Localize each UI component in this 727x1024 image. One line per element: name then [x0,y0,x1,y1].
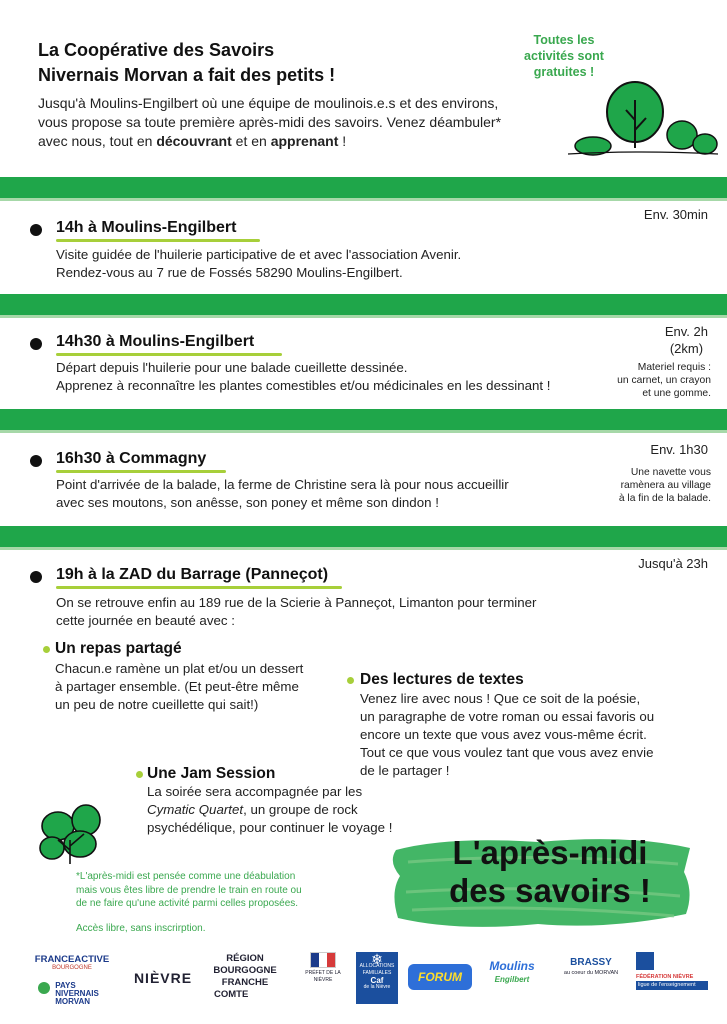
section-description: Point d'arrivée de la balade, la ferme de Christine sera là pour nous accueillir avec ses moutons, son anêsse, son poney et même son dindon ! [56,477,509,510]
section-heading: 14h à Moulins-Engilbert [56,219,237,236]
section-divider-band [0,294,727,315]
logo-nievre: NIÈVRE [133,970,193,986]
logo-moulins-engilbert: Moulins Engilbert [489,959,535,984]
activity-title-lectures: Des lectures de textes [360,671,524,688]
activity-bullet [136,771,143,778]
section-bullet [30,224,42,236]
section-side-note: Une navette vous ramènera au village à la fin de la balade. [618,467,711,504]
banner-title: L'après-midi des savoirs ! [449,834,651,909]
msa-square-icon [636,952,654,970]
activity-bullet [43,646,50,653]
section-bullet [30,338,42,350]
heading-underline [56,239,260,242]
logo-radio-forum: FORUM [408,964,472,990]
heading-underline [56,586,342,589]
section-heading: 14h30 à Moulins-Engilbert [56,333,255,350]
section-divider-band [0,526,727,547]
activity-title-repas: Un repas partagé [55,640,182,657]
section-divider-band [0,177,727,198]
section-description: On se retrouve enfin au 189 rue de la Scierie à Panneçot, Limanton pour terminer cette journée en beauté avec : [56,595,537,628]
pnm-leaf-icon [38,982,50,994]
logo-france-active: FRANCEACTIVE BOURGOGNE [34,954,110,971]
section-description: Visite guidée de l'huilerie participative de et avec l'association Avenir. Rendez-vous au 7 rue de Fossés 58290 Moulins-Engilbert. [56,247,462,280]
page-title [38,38,335,88]
snowflake-icon: ❄ [371,951,383,967]
section-duration: Env. 30min [643,207,708,222]
logo-brassy: BRASSY au coeur du MORVAN [563,957,619,976]
section-bullet [30,455,42,467]
section-heading: 19h à la ZAD du Barrage (Panneçot) [56,566,329,583]
activity-text-jam: La soirée sera accompagnée par les Cymatic Quartet, un groupe de rock psychédélique, pour continuer le voyage ! [147,784,393,835]
logo-prefet: PRÉFET DE LA NIÈVRE [298,952,348,984]
heading-underline [56,470,226,473]
activity-title-jam: Une Jam Session [147,765,276,782]
logo-pays-nivernais-morvan: PAYS NIVERNAIS MORVAN [38,982,102,1006]
section-side-note: Materiel requis : un carnet, un crayon et une gomme. [617,362,711,399]
section-duration: Env. 2h (2km) [664,324,708,356]
bush-illustration-icon [36,800,106,866]
section-divider-band [0,409,727,430]
logo-federation-nievre: FÉDÉRATION NIÈVRE ligue de l'enseignement [636,952,708,990]
tree-illustration-icon [560,80,720,160]
activity-text-lectures: Venez lire avec nous ! Que ce soit de la poésie, un paragraphe de votre roman ou essai favoris ou encore un texte que vous avez vous-même écrit. Tout ce que vous voulez tant que vous avez envie de le partager ! [360,691,655,778]
title-line-2: Nivernais Morvan a fait des petits ! [38,65,336,85]
french-flag-icon [310,952,336,968]
logo-region-bfc: RÉGION BOURGOGNE FRANCHE COMTE [213,953,277,1000]
heading-underline [56,353,282,356]
intro-text: Jusqu'à Moulins-Engilbert où une équipe de moulinois.e.s et des environs, vous propose sa toute première après-midi des savoirs. Venez déambuler* avec nous, tout en découvrant et en apprenant ! [38,95,502,149]
title-line-1: La Coopérative des Savoirs [38,40,275,60]
section-duration: Env. 1h30 [650,442,708,457]
section-heading: 16h30 à Commagny [56,450,207,467]
free-activities-note: Toutes les activités sont gratuites ! [524,33,604,79]
activity-bullet [347,677,354,684]
section-bullet [30,571,42,583]
section-duration: Jusqu'à 23h [638,556,708,571]
footnote: *L'après-midi est pensée comme une déabulation mais vous êtes libre de prendre le train en route ou de ne faire qu'une activité parmi celles proposées. Accès libre, sans inscrirption. [76,871,302,934]
activity-text-repas: Chacun.e ramène un plat et/ou un dessert à partager ensemble. (Et peut-être même un peu de notre cueillette qui sait!) [55,661,304,712]
section-description: Départ depuis l'huilerie pour une balade cueillette dessinée. Apprenez à reconnaître les plantes comestibles et/ou médicinales en les dessinant ! [56,360,551,393]
logo-caf: ❄ ALLOCATIONS FAMILIALES Caf de la Nièvre [356,952,398,1004]
